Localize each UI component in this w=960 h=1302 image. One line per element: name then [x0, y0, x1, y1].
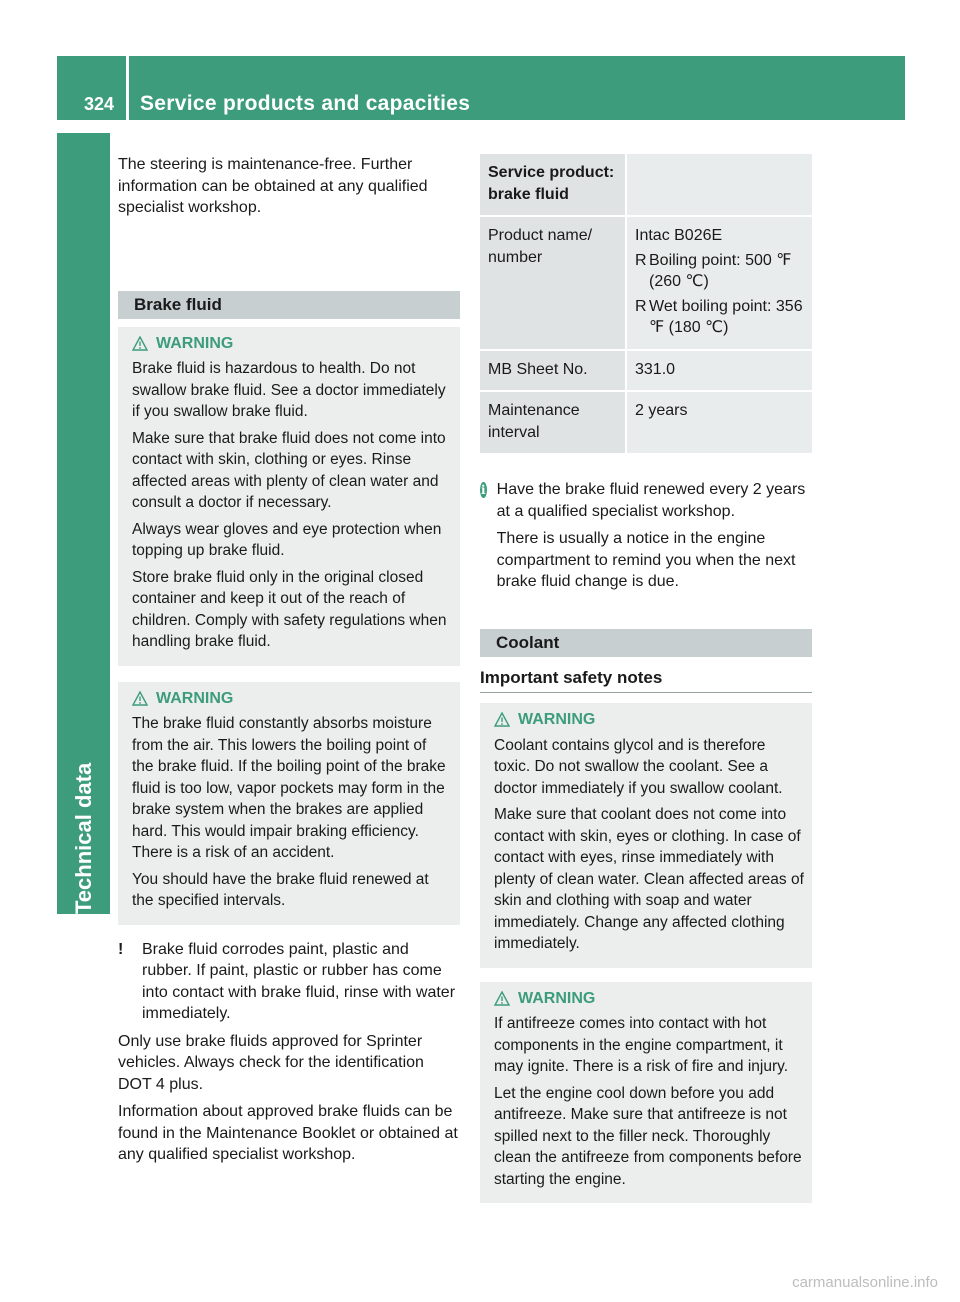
warning-paragraph: Make sure that coolant does not come into contact with skin, eyes or clothing. In case of contact with eyes, rinse immediately with plenty of clean water. Clean affected areas of skin and clothing with soap and water immediately. Change any affected clothing immediately. [494, 806, 804, 952]
page-title: Service products and capacities [140, 92, 471, 115]
section-brake-fluid: Brake fluid [118, 291, 460, 319]
caution-exclamation-icon: ! [118, 940, 124, 958]
approved-fluids-paragraph: Only use brake fluids approved for Sprinter vehicles. Always check for the identification DOT 4 plus. [118, 1032, 424, 1093]
info-paragraph: Information about approved brake fluids can be found in the Maintenance Booklet or obtained at any qualified specialist workshop. [118, 1103, 458, 1163]
caution-note [118, 939, 460, 1031]
table-row [480, 216, 812, 350]
warning-title: WARNING [156, 334, 234, 352]
subhead-safety-notes: Important safety notes [480, 667, 812, 694]
coolant-warning-fire [480, 982, 812, 1204]
right-column [480, 154, 812, 1203]
left-column [118, 154, 460, 1172]
list-item [635, 250, 804, 293]
warning-title: WARNING [518, 989, 596, 1007]
chapter-tab-label-wrap [57, 133, 110, 914]
bullet-icon: R [635, 251, 647, 269]
bullet-text: Boiling point: 500 ℉ (260 ℃) [649, 251, 792, 290]
warning-paragraph: Let the engine cool down before you add antifreeze. Make sure that antifreeze is not spilled next to the filler neck. Thoroughly clean the antifreeze from components before starting the engine. [494, 1084, 802, 1188]
warning-triangle-icon [494, 712, 510, 727]
table-row [480, 350, 812, 392]
brake-fluid-spec-table [480, 154, 812, 455]
warning-paragraph: The brake fluid constantly absorbs moisture from the air. This lowers the boiling point of the brake fluid. If the boiling point of the brake fluid is too low, vapor pockets may form in the brake system when the brakes are applied hard. This would impair braking efficiency. There is a risk of an accident. [132, 715, 446, 861]
table-cell-label: Product name/ number [480, 216, 626, 350]
warning-paragraph: Coolant contains glycol and is therefore toxic. Do not swallow the coolant. See a doctor immediately if you swallow coolant. [494, 736, 783, 797]
warning-paragraph: Make sure that brake fluid does not come into contact with skin, clothing or eyes. Rinse affected areas with plenty of clean water and consult a doctor if necessary. [132, 429, 446, 511]
table-row [480, 154, 812, 216]
warning-triangle-icon [494, 991, 510, 1006]
bullet-text: Wet boiling point: 356 ℉ (180 ℃) [649, 297, 803, 336]
info-note [480, 479, 812, 599]
warning-paragraph: If antifreeze comes into contact with hot components in the engine compartment, it may ignite. There is a risk of fire and injury. [494, 1015, 789, 1075]
warning-heading [494, 709, 804, 731]
table-header-cell: Service product: brake fluid [480, 154, 626, 216]
coolant-warning-toxic [480, 703, 812, 968]
steering-intro: The steering is maintenance-free. Further information can be obtained at any qualified specialist workshop. [118, 156, 428, 216]
caution-text: Brake fluid corrodes paint, plastic and rubber. If paint, plastic or rubber has come into contact with brake fluid, rinse with water immediately. [142, 940, 456, 1022]
warning-paragraph: Brake fluid is hazardous to health. Do not swallow brake fluid. See a doctor immediately if you swallow brake fluid. [132, 360, 446, 420]
product-name: Intac B026E [635, 227, 723, 244]
warning-title: WARNING [156, 689, 234, 707]
warning-heading [494, 988, 804, 1010]
warning-heading [132, 333, 452, 355]
table-cell-label: MB Sheet No. [480, 350, 626, 392]
header-divider [126, 56, 129, 120]
table-cell-value [626, 216, 812, 350]
warning-triangle-icon [132, 336, 148, 351]
watermark: carmanualsonline.info [792, 1274, 938, 1291]
chapter-tab-label: Technical data [71, 762, 96, 914]
page-number: 324 [84, 94, 115, 114]
table-cell-value: 2 years [626, 391, 812, 454]
table-cell-value: 331.0 [626, 350, 812, 392]
warning-paragraph: Always wear gloves and eye protection when topping up brake fluid. [132, 520, 442, 559]
warning-heading [132, 688, 452, 710]
list-item [635, 296, 804, 339]
warning-title: WARNING [518, 711, 596, 728]
info-note-paragraph: There is usually a notice in the engine compartment to remind you when the next brake fluid change is due. [496, 530, 796, 590]
warning-paragraph: You should have the brake fluid renewed at the specified intervals. [132, 870, 429, 909]
warning-triangle-icon [132, 691, 148, 706]
warning-paragraph: Store brake fluid only in the original closed container and keep it out of the reach of children. Comply with safety regulations when handling brake fluid. [132, 568, 447, 650]
bullet-icon: R [635, 297, 647, 315]
brake-fluid-warning-health [118, 327, 460, 666]
section-coolant: Coolant [480, 629, 812, 657]
table-header-empty [626, 154, 812, 216]
brake-fluid-warning-moisture [118, 682, 460, 925]
info-note-paragraph: Have the brake fluid renewed every 2 years at a qualified specialist workshop. [496, 481, 806, 520]
table-row [480, 391, 812, 454]
table-cell-label: Maintenance interval [480, 391, 626, 454]
info-icon: i [481, 483, 486, 497]
